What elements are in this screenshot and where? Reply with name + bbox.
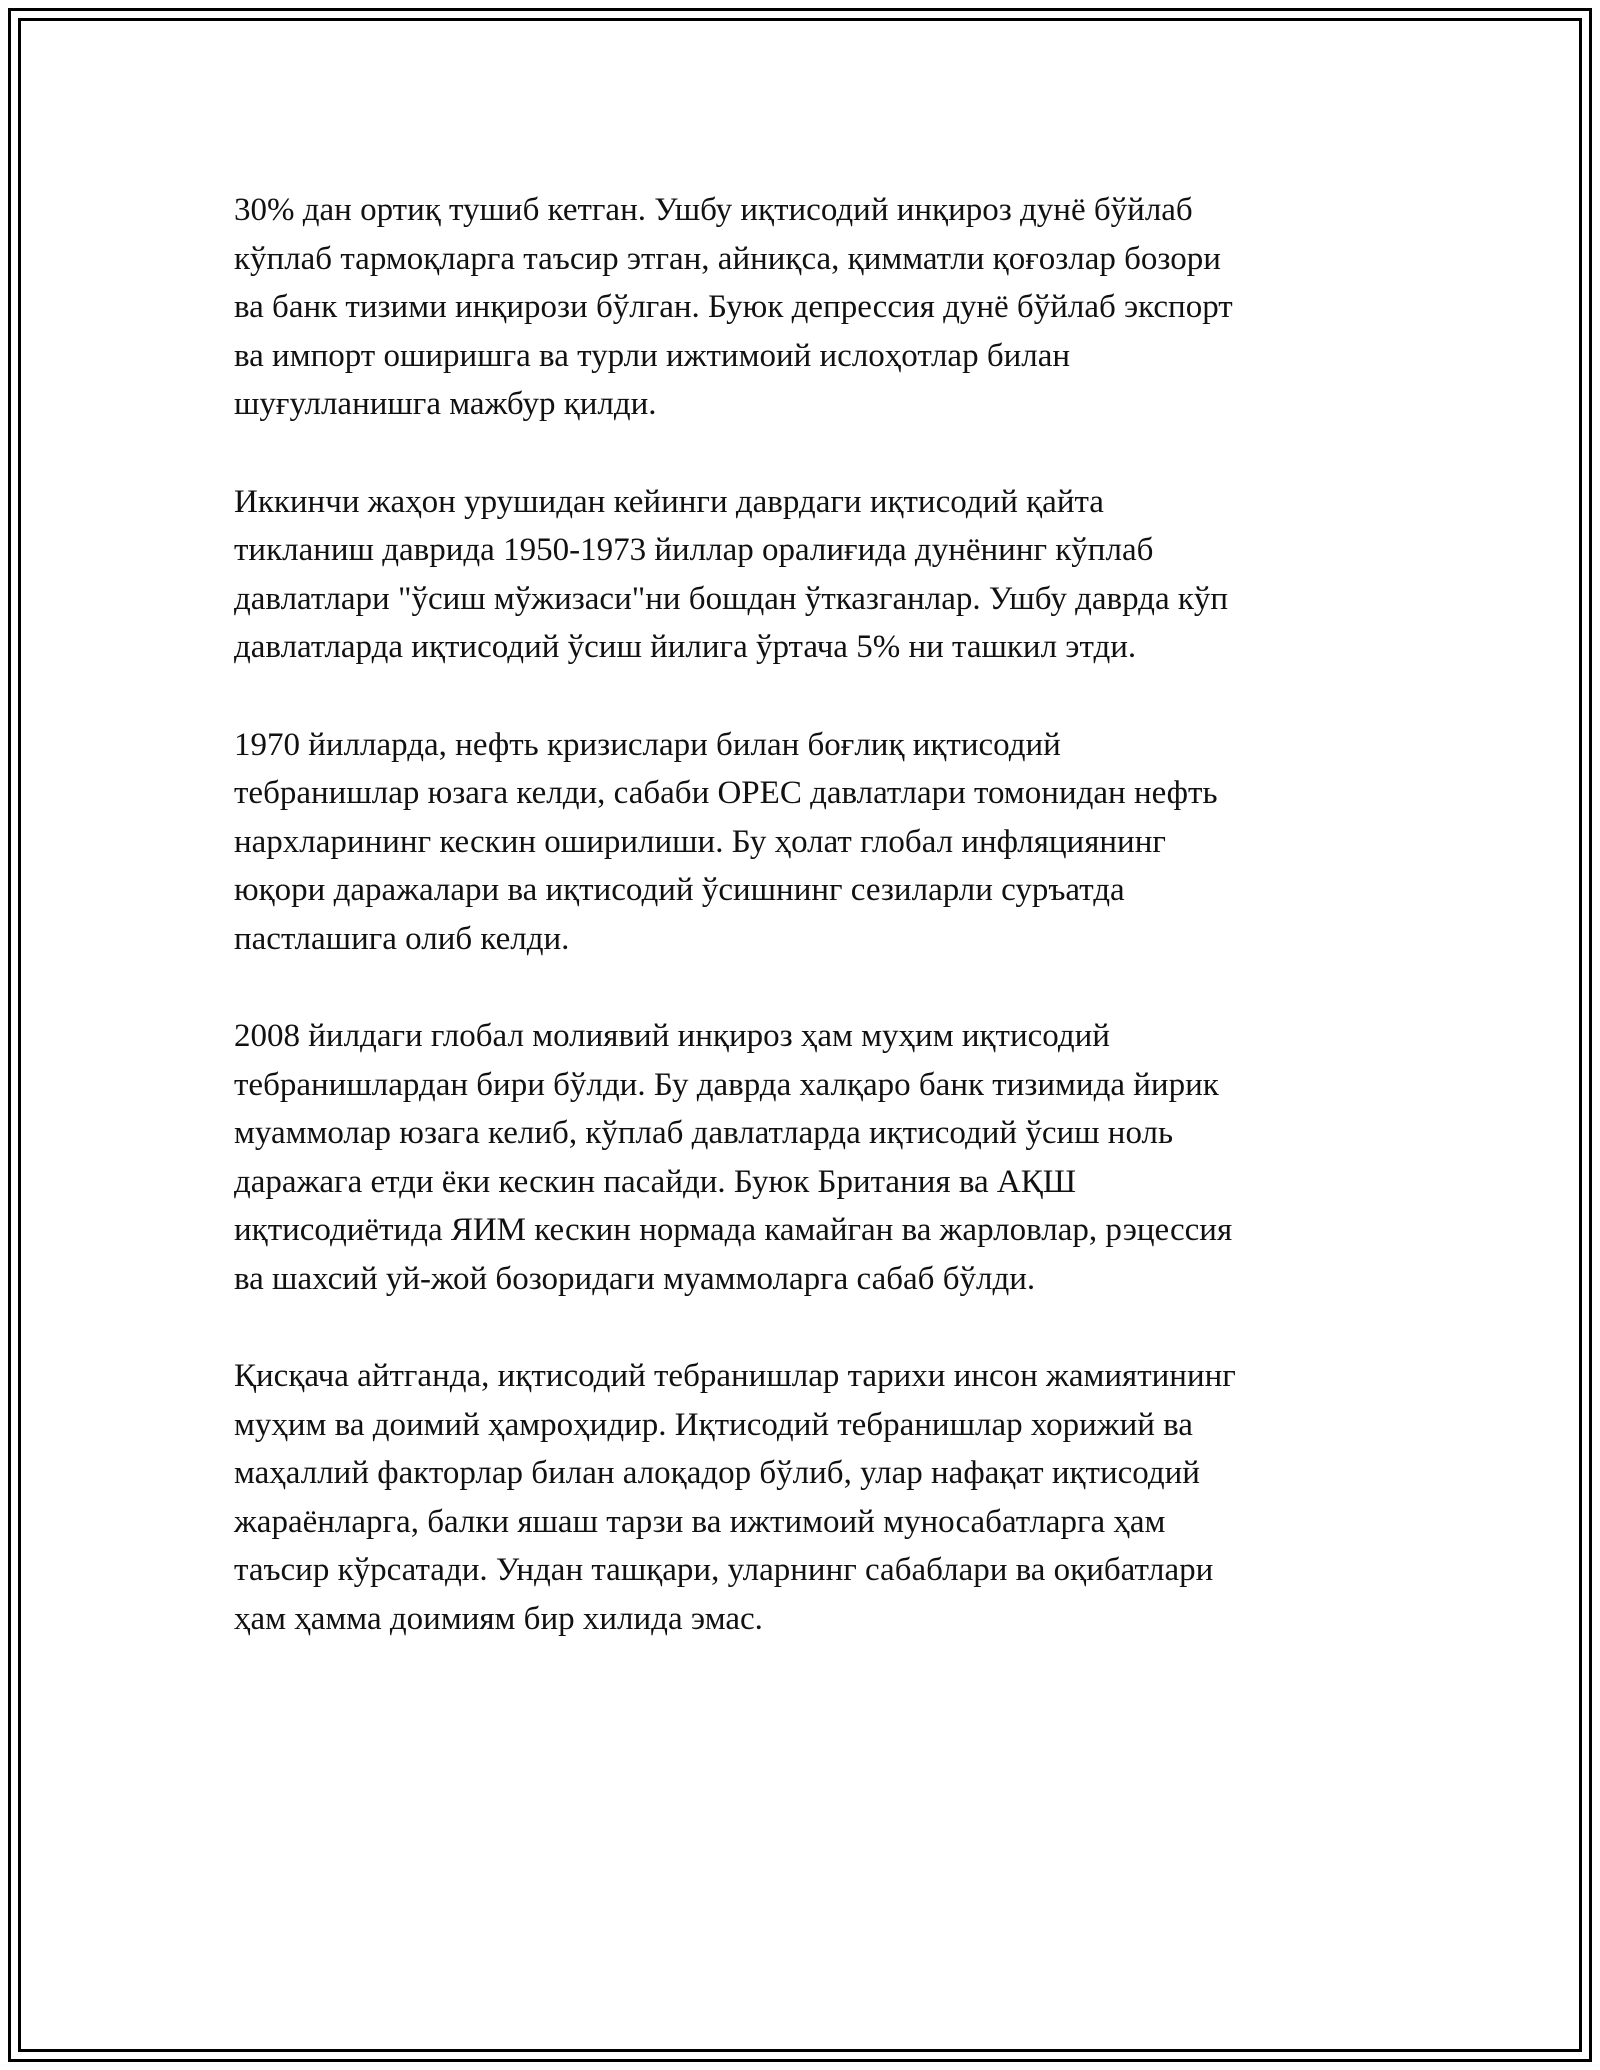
- text-line: давлатларда иқтисодий ўсиш йилига ўртача 5% ни ташкил этди.: [234, 629, 1137, 665]
- text-line: 30% дан ортиқ тушиб кетган. Ушбу иқтисодий инқироз дунё бўйлаб: [234, 192, 1193, 228]
- text-line: ва импорт оширишга ва турли ижтимоий ислоҳотлар билан: [234, 337, 1071, 374]
- text-line: Қисқача айтганда, иқтисодий тебранишлар тарихи инсон жамиятининг: [234, 1358, 1236, 1394]
- paragraph-conclusion: [234, 1352, 1364, 1643]
- text-line: юқори даражалари ва иқтисодий ўсишнинг сезиларли суръатда: [234, 872, 1125, 908]
- text-line: жараёнларга, балки яшаш тарзи ва ижтимоий муносабатларга ҳам: [234, 1503, 1166, 1540]
- text-line: 1970 йилларда, нефть кризислари билан боғлиқ иқтисодий: [234, 726, 1061, 763]
- text-line: муҳим ва доимий ҳамроҳидир. Иқтисодий тебранишлар хорижий ва: [234, 1406, 1193, 1443]
- text-line: пастлашига олиб келди.: [234, 920, 570, 957]
- text-line: маҳаллий факторлар билан алоқадор бўлиб, улар нафақат иқтисодий: [234, 1455, 1200, 1491]
- text-line: муаммолар юзага келиб, кўплаб давлатларда иқтисодий ўсиш ноль: [234, 1115, 1174, 1151]
- text-line: кўплаб тармоқларга таъсир этган, айниқса, қимматли қоғозлар бозори: [234, 240, 1221, 277]
- text-line: ва шахсий уй-жой бозоридаги муаммоларга сабаб бўлди.: [234, 1260, 1036, 1297]
- text-line: иқтисодиётида ЯИМ кескин нормада камайган ва жарловлар, рэцессия: [234, 1212, 1233, 1248]
- text-line: 2008 йилдаги глобал молиявий инқироз ҳам муҳим иқтисодий: [234, 1018, 1110, 1054]
- paragraph-postwar-recovery: [234, 478, 1364, 672]
- text-line: ҳам ҳамма доимиям бир хилида эмас.: [234, 1600, 763, 1637]
- text-line: тебранишлардан бири бўлди. Бу даврда халқаро банк тизимида йирик: [234, 1066, 1219, 1103]
- document-body: [234, 186, 1364, 1692]
- text-line: нархларининг кескин оширилиши. Бу ҳолат глобал инфляциянинг: [234, 823, 1166, 860]
- paragraph-oil-crisis: [234, 721, 1364, 964]
- text-line: тикланиш даврида 1950-1973 йиллар оралиғида дунёнинг кўплаб: [234, 532, 1154, 568]
- text-line: тебранишлар юзага келди, сабаби OPEC давлатлари томонидан нефть: [234, 775, 1218, 811]
- text-line: давлатлари "ўсиш мўжизаси"ни бошдан ўтказганлар. Ушбу даврда кўп: [234, 580, 1229, 617]
- paragraph-great-depression: [234, 186, 1364, 429]
- paragraph-financial-crisis-2008: [234, 1012, 1364, 1303]
- text-line: шуғулланишга мажбур қилди.: [234, 386, 657, 422]
- text-line: даражага етди ёки кескин пасайди. Буюк Британия ва АҚШ: [234, 1163, 1076, 1200]
- text-line: Иккинчи жаҳон урушидан кейинги даврдаги иқтисодий қайта: [234, 483, 1104, 520]
- text-line: ва банк тизими инқирози бўлган. Буюк депрессия дунё бўйлаб экспорт: [234, 289, 1233, 325]
- text-line: таъсир кўрсатади. Ундан ташқари, уларнинг сабаблари ва оқибатлари: [234, 1552, 1214, 1588]
